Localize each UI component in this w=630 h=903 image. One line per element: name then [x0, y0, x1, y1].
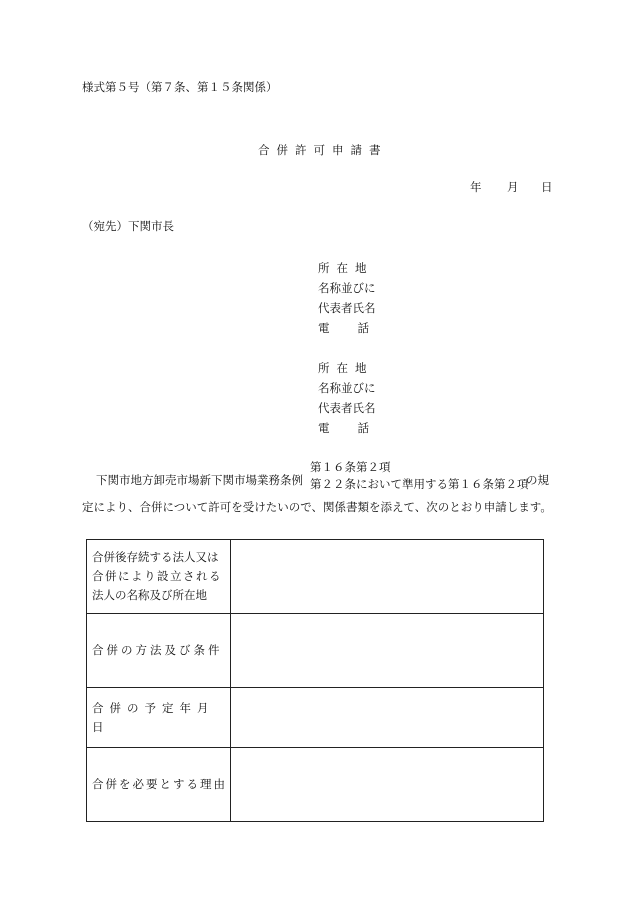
applicant-1-phone-label: 電話 [318, 321, 397, 335]
label-line: 法人の名称及び所在地 [92, 588, 207, 602]
date-day-label: 日 [541, 180, 553, 194]
row-label-scheduled-date: 合併の予定年月日 [87, 688, 231, 748]
date-month-label: 月 [507, 180, 519, 194]
label-line: 合併により設立される [92, 569, 222, 583]
applicant-2-representative-label: 代表者氏名 [318, 401, 376, 415]
applicant-1-representative-label: 代表者氏名 [318, 301, 376, 315]
document-title: 合併許可申請書 [258, 143, 388, 157]
clause-option-a: 第１６条第２項 [310, 460, 391, 474]
body-line1-suffix: の規 [526, 473, 549, 487]
label-line: 合併後存続する法人又は [92, 550, 219, 564]
applicant-2-address-label: 所在地 [318, 361, 374, 375]
table-row [87, 540, 544, 614]
date-year-label: 年 [470, 180, 482, 194]
table-row [87, 688, 544, 748]
form-number: 様式第５号（第７条、第１５条関係） [82, 80, 278, 94]
row-label-reason: 合併を必要とする理由 [87, 748, 231, 822]
row-label-method-conditions: 合併の方法及び条件 [87, 614, 231, 688]
application-table [86, 539, 544, 822]
body-line2: 定により、合併について許可を受けたいので、関係書類を添えて、次のとおり申請します。 [82, 500, 552, 514]
applicant-1-name-label: 名称並びに [318, 281, 376, 295]
ordinance-name: 下関市地方卸売市場新下関市場業務条例 [96, 473, 303, 487]
clause-option-b: 第２２条において準用する第１６条第２項 [310, 477, 529, 491]
table-row [87, 748, 544, 822]
row-label-surviving-entity [87, 540, 231, 614]
applicant-2-phone-label: 電話 [318, 421, 397, 435]
value-surviving-entity[interactable] [231, 540, 544, 614]
applicant-2-name-label: 名称並びに [318, 381, 376, 395]
value-scheduled-date[interactable] [231, 688, 544, 748]
applicant-1-address-label: 所在地 [318, 261, 374, 275]
table-row [87, 614, 544, 688]
addressee: （宛先）下関市長 [82, 219, 174, 233]
value-method-conditions[interactable] [231, 614, 544, 688]
value-reason[interactable] [231, 748, 544, 822]
